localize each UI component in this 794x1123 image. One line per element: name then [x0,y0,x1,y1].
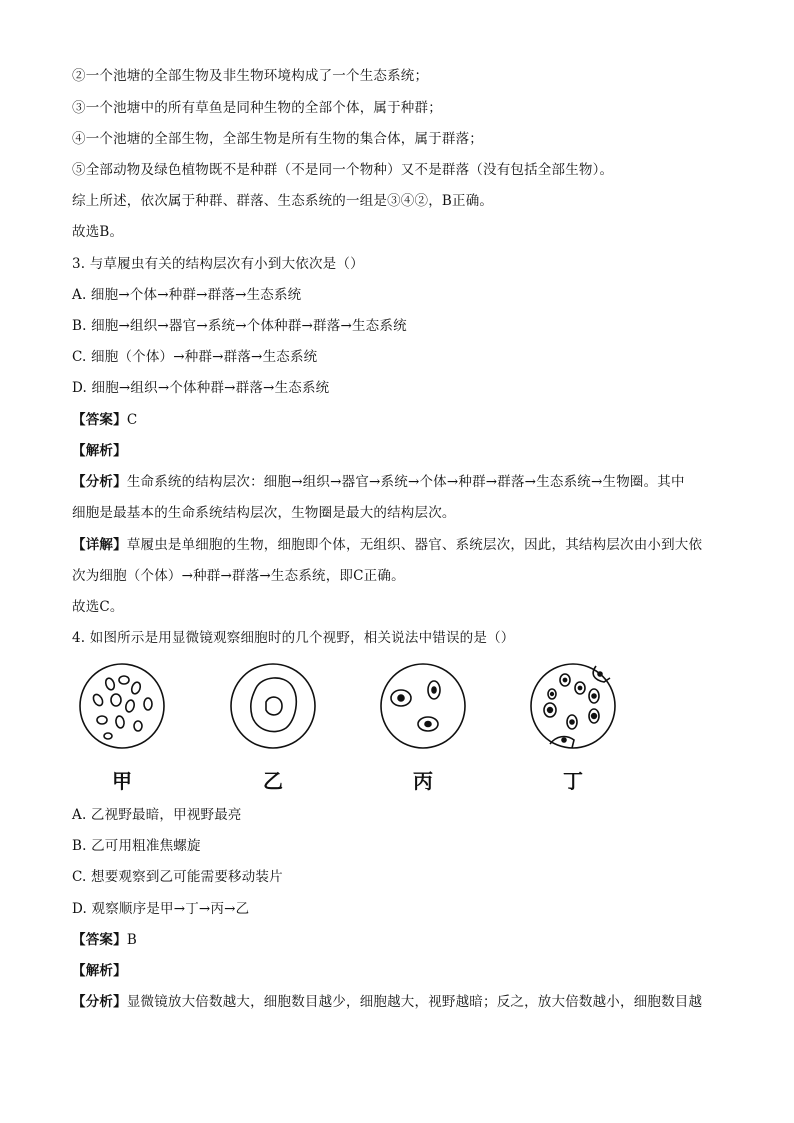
fenxi-tag: 【分析】 [72,474,127,490]
text-line: ②一个池塘的全部生物及非生物环境构成了一个生态系统； [72,68,429,84]
question-3-option-d: D. 细胞→组织→个体种群→群落→生态系统 [72,380,330,396]
question-3-analysis-heading [72,441,127,461]
view-yi-circle [231,664,315,748]
analysis-tag: 【解析】 [72,443,127,459]
question-4-option-b: B. 乙可用粗准焦螺旋 [72,838,201,854]
answer-value: C [126,412,138,428]
question-4-fenxi-line-1 [72,992,702,1012]
question-3-option-c: C. 细胞（个体）→种群→群落→生态系统 [72,349,318,365]
view-jia-circle [80,664,164,748]
text-line: ⑤全部动物及绿色植物既不是种群（不是同一个物种）又不是群落（没有包括全部生物）。 [72,162,614,178]
question-3-option-a: A. 细胞→个体→种群→群落→生态系统 [72,287,302,303]
analysis-tag: 【解析】 [72,963,127,979]
text-line: 故选B。 [72,224,124,240]
fenxi-text: 显微镜放大倍数越大，细胞数目越少，细胞越大，视野越暗；反之，放大倍数越小，细胞数目越 [126,994,703,1010]
figure-label-bing: 丙 [413,769,433,793]
question-4-option-c: C. 想要观察到乙可能需要移动装片 [72,869,283,885]
question-4-option-a: A. 乙视野最暗，甲视野最亮 [72,807,242,823]
fenxi-tag: 【分析】 [72,994,127,1010]
microscope-views-drawing [72,660,732,760]
question-3-fenxi-line-1 [72,472,685,492]
question-4-answer [72,930,137,950]
question-4-stem: 4. 如图所示是用显微镜观察细胞时的几个视野，相关说法中错误的是（） [72,630,515,646]
answer-value: B [126,932,137,948]
view-ding-circle [531,664,615,748]
question-3-option-b: B. 细胞→组织→器官→系统→个体种群→群落→生态系统 [72,318,407,334]
fenxi-text: 生命系统的结构层次：细胞→组织→器官→系统→个体→种群→群落→生态系统→生物圈。其中 [126,474,685,490]
microscope-views-figure [72,660,732,800]
text-line: 综上所述，依次属于种群、群落、生态系统的一组是③④②，B正确。 [72,193,494,209]
text-line: ③一个池塘中的所有草鱼是同种生物的全部个体，属于种群； [72,100,442,116]
figure-label-yi: 乙 [263,769,283,793]
xiangjie-text: 草履虫是单细胞的生物，细胞即个体，无组织、器官、系统层次，因此，其结构层次由小到大依 [126,537,703,553]
xiangjie-tag: 【详解】 [72,537,127,553]
question-3-xiangjie-line-1 [72,535,702,555]
question-3-fenxi-line-2: 细胞是最基本的生命系统结构层次，生物圈是最大的结构层次。 [72,505,456,521]
figure-label-ding: 丁 [563,769,583,793]
question-3-conclusion: 故选C。 [72,599,124,615]
answer-tag: 【答案】 [72,932,127,948]
text-line: ④一个池塘的全部生物，全部生物是所有生物的集合体，属于群落； [72,131,483,147]
figure-label-jia: 甲 [112,769,132,793]
view-bing-circle [381,664,465,748]
question-3-stem: 3. 与草履虫有关的结构层次有小到大依次是（） [72,256,364,272]
question-4-option-d: D. 观察顺序是甲→丁→丙→乙 [72,901,250,917]
question-3-answer [72,410,137,430]
question-3-xiangjie-line-2: 次为细胞（个体）→种群→群落→生态系统，即C正确。 [72,568,405,584]
question-4-analysis-heading [72,961,127,981]
answer-tag: 【答案】 [72,412,127,428]
